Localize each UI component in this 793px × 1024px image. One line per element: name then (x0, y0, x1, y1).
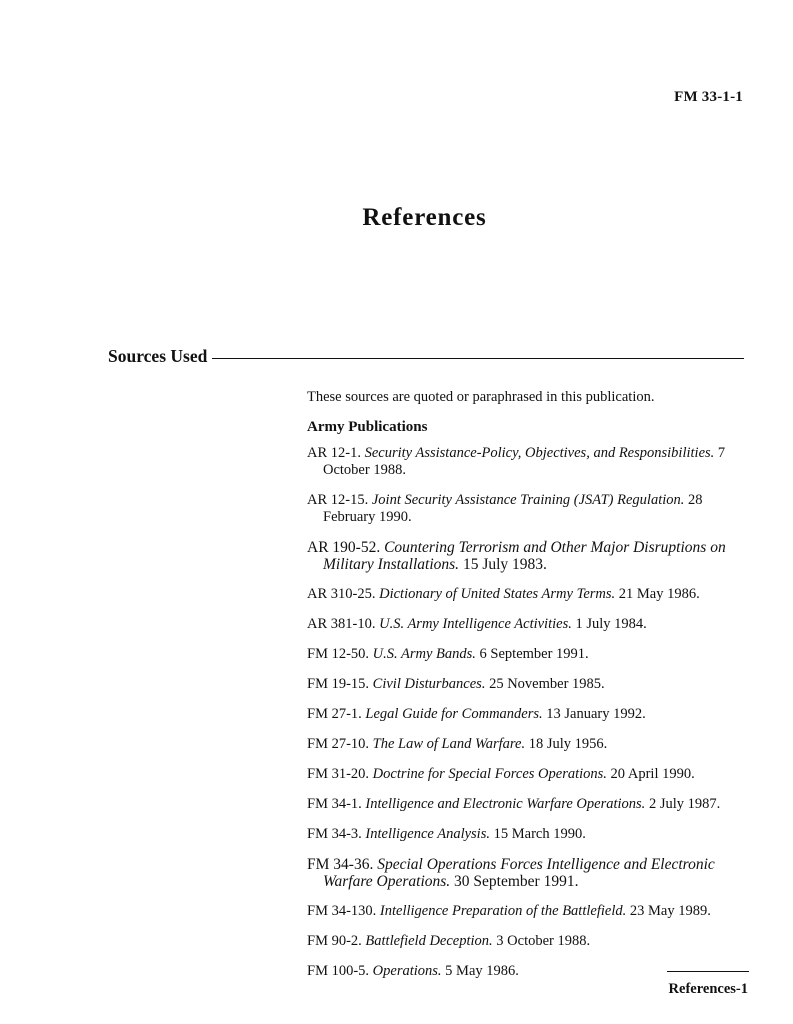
reference-item (307, 676, 749, 693)
reference-id: AR 12-1. (307, 445, 361, 461)
section-divider (212, 358, 744, 359)
reference-title: U.S. Army Bands. (372, 646, 476, 662)
reference-item (307, 933, 749, 950)
reference-date: 28 February 1990. (323, 492, 703, 525)
reference-id: AR 12-15. (307, 492, 369, 508)
reference-id: FM 31-20. (307, 766, 370, 782)
reference-id: FM 19-15. (307, 676, 370, 692)
reference-id: FM 34-130. (307, 903, 377, 919)
reference-item (307, 539, 749, 573)
reference-date: 5 May 1986. (445, 963, 519, 979)
reference-item (307, 903, 749, 920)
reference-date: 18 July 1956. (528, 736, 608, 752)
footer-divider (667, 971, 749, 972)
reference-id: AR 190-52. (307, 539, 381, 556)
reference-title: Doctrine for Special Forces Operations. (372, 766, 607, 782)
reference-date: 7 October 1988. (323, 445, 726, 478)
reference-item (307, 586, 749, 603)
reference-title: Special Operations Forces Intelligence and Electronic Warfare Operations. (323, 856, 715, 890)
reference-item (307, 646, 749, 663)
reference-title: Dictionary of United States Army Terms. (379, 586, 616, 602)
reference-item (307, 706, 749, 723)
reference-title: Joint Security Assistance Training (JSAT) Regulation. (371, 492, 685, 508)
reference-title: Security Assistance-Policy, Objectives, and Responsibilities. (364, 445, 715, 461)
reference-id: FM 12-50. (307, 646, 370, 662)
reference-item (307, 766, 749, 783)
reference-item (307, 492, 749, 526)
section-header (108, 346, 744, 367)
reference-id: FM 90-2. (307, 933, 362, 949)
reference-item (307, 796, 749, 813)
reference-date: 3 October 1988. (496, 933, 591, 949)
reference-title: U.S. Army Intelligence Activities. (379, 616, 572, 632)
reference-title: Intelligence and Electronic Warfare Operations. (365, 796, 646, 812)
reference-title: Battlefield Deception. (365, 933, 493, 949)
reference-title: The Law of Land Warfare. (372, 736, 526, 752)
reference-title: Legal Guide for Commanders. (365, 706, 543, 722)
reference-date: 6 September 1991. (479, 646, 589, 662)
reference-date: 1 July 1984. (575, 616, 647, 632)
section-title: Sources Used (108, 346, 208, 366)
reference-id: AR 310-25. (307, 586, 376, 602)
page-label: References-1 (668, 981, 748, 997)
reference-date: 21 May 1986. (618, 586, 700, 602)
reference-title: Intelligence Analysis. (365, 826, 490, 842)
reference-item (307, 856, 749, 890)
reference-id: FM 27-10. (307, 736, 370, 752)
subheading-army-publications: Army Publications (307, 419, 428, 435)
reference-title: Civil Disturbances. (372, 676, 486, 692)
document-number: FM 33-1-1 (674, 89, 743, 105)
reference-item (307, 616, 749, 633)
reference-list (307, 445, 749, 980)
reference-date: 30 September 1991. (454, 873, 579, 890)
page-title: References (362, 204, 487, 231)
intro-text: These sources are quoted or paraphrased in this publication. (307, 389, 655, 405)
reference-id: AR 381-10. (307, 616, 376, 632)
reference-id: FM 34-3. (307, 826, 362, 842)
reference-date: 15 March 1990. (493, 826, 586, 842)
reference-date: 13 January 1992. (546, 706, 646, 722)
reference-date: 15 July 1983. (462, 556, 547, 573)
reference-title: Intelligence Preparation of the Battlefield. (379, 903, 627, 919)
reference-date: 23 May 1989. (629, 903, 711, 919)
reference-item (307, 736, 749, 753)
reference-date: 25 November 1985. (489, 676, 605, 692)
reference-id: FM 100-5. (307, 963, 370, 979)
reference-item (307, 445, 749, 479)
references-content (307, 388, 749, 993)
reference-title: Operations. (372, 963, 442, 979)
reference-item (307, 826, 749, 843)
reference-id: FM 34-36. (307, 856, 374, 873)
reference-date: 20 April 1990. (610, 766, 695, 782)
reference-id: FM 34-1. (307, 796, 362, 812)
reference-id: FM 27-1. (307, 706, 362, 722)
reference-title: Countering Terrorism and Other Major Disruptions on Military Installations. (323, 539, 726, 573)
reference-date: 2 July 1987. (648, 796, 721, 812)
